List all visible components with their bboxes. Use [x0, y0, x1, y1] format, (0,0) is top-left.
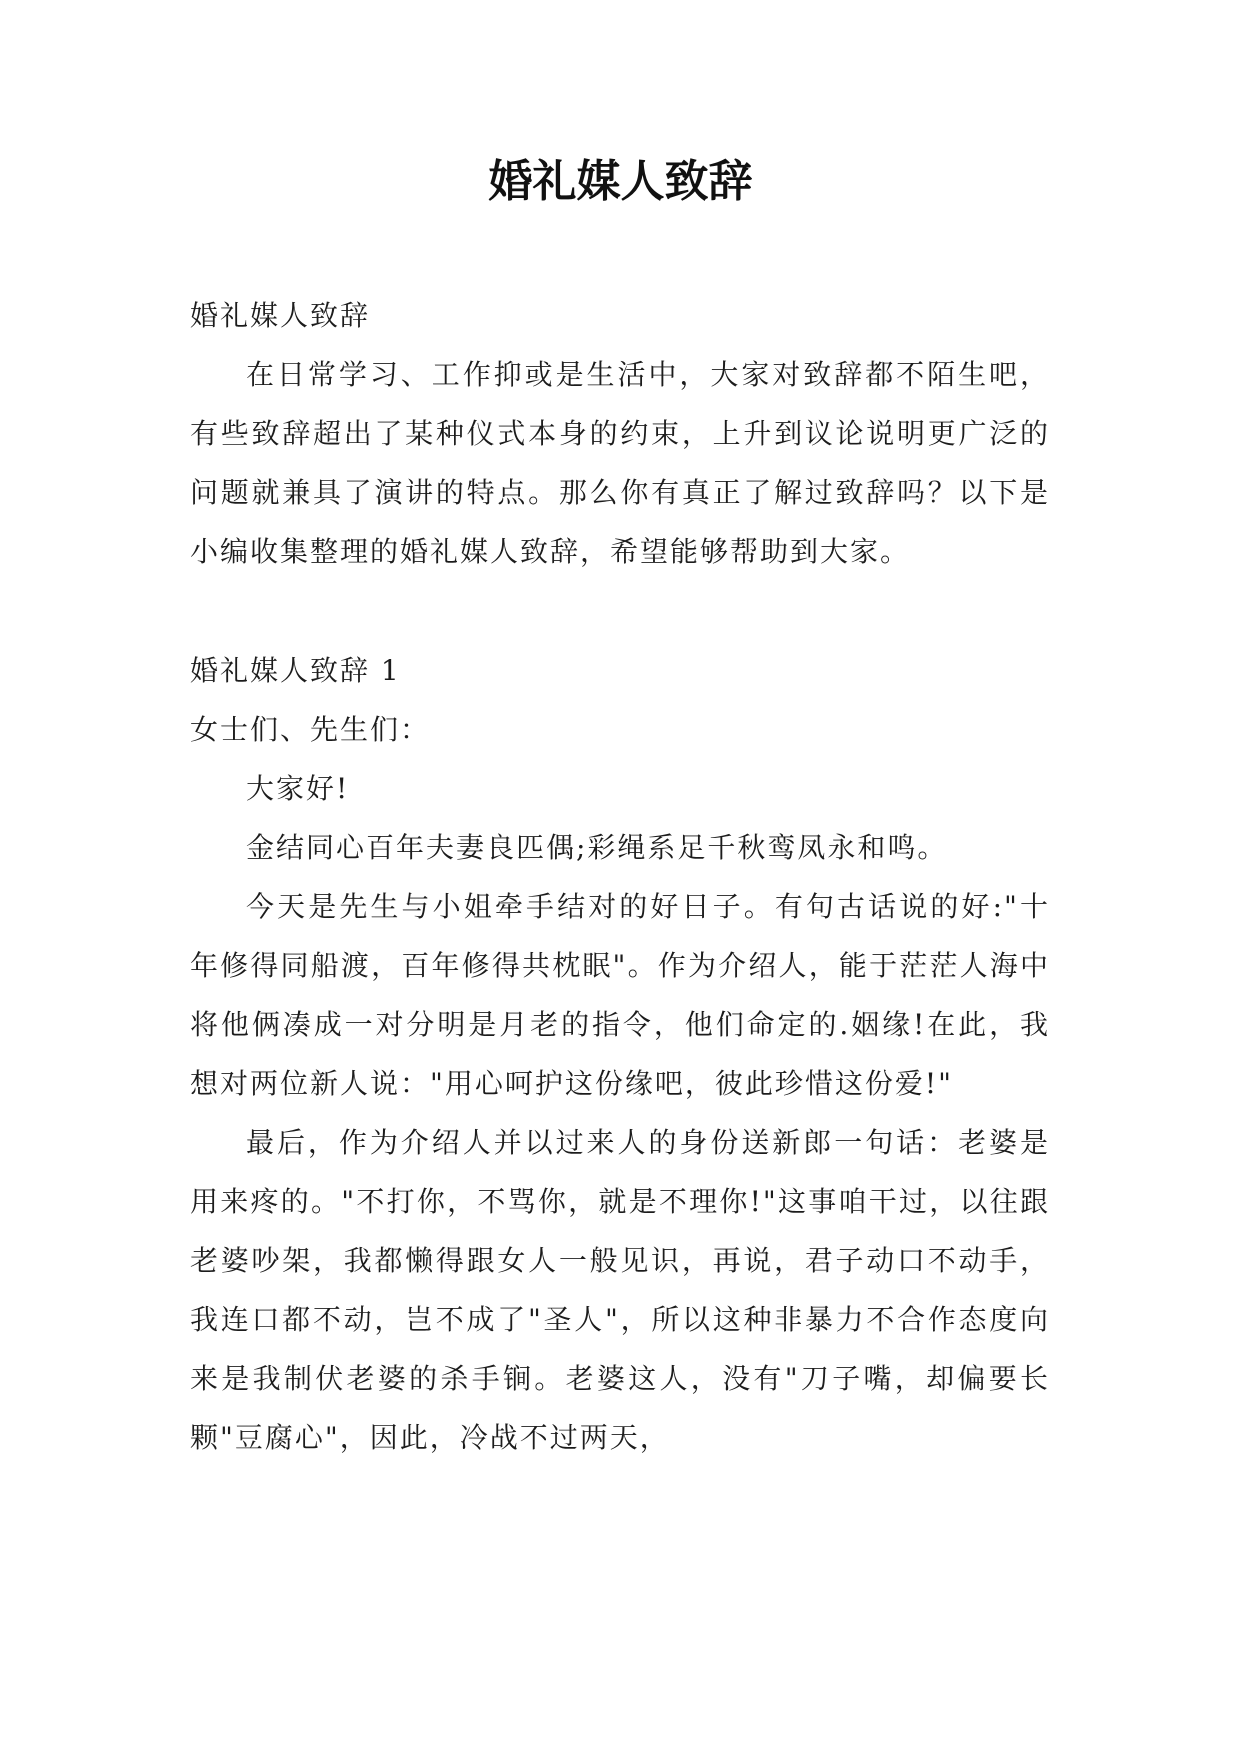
speech-paragraph-couplet: 金结同心百年夫妻良匹偶;彩绳系足千秋鸾凤永和鸣。 [246, 831, 948, 864]
document-body [190, 286, 1050, 1467]
speech-paragraph-blessing: 今天是先生与小姐牵手结对的好日子。有句古话说的好:"十年修得同船渡，百年修得共枕眠"。作为介绍人，能于茫茫人海中将他俩凑成一对分明是月老的指令，他们命定的.姻缘!在此，我想对两位新人说："用心呵护这份缘吧，彼此珍惜这份爱!" [190, 890, 1050, 1100]
section-spacer [190, 581, 1050, 641]
intro-paragraph: 在日常学习、工作抑或是生活中，大家对致辞都不陌生吧，有些致辞超出了某种仪式本身的约束，上升到议论说明更广泛的问题就兼具了演讲的特点。那么你有真正了解过致辞吗？以下是小编收集整理的婚礼媒人致辞，希望能够帮助到大家。 [190, 358, 1050, 568]
document-title: 婚礼媒人致辞 [488, 156, 753, 207]
speech-paragraph-greeting: 大家好! [246, 772, 350, 805]
intro-heading: 婚礼媒人致辞 [190, 299, 371, 332]
speech-heading: 婚礼媒人致辞 1 [190, 654, 401, 687]
speech-salutation: 女士们、先生们： [190, 713, 431, 746]
speech-paragraph-advice: 最后，作为介绍人并以过来人的身份送新郎一句话：老婆是用来疼的。"不打你，不骂你，就是不理你!"这事咱干过，以往跟老婆吵架，我都懒得跟女人一般见识，再说，君子动口不动手，我连口都不动，岂不成了"圣人"，所以这种非暴力不合作态度向来是我制伏老婆的杀手锏。老婆这人，没有"刀子嘴，却偏要长颗"豆腐心"，因此，冷战不过两天， [190, 1126, 1050, 1454]
